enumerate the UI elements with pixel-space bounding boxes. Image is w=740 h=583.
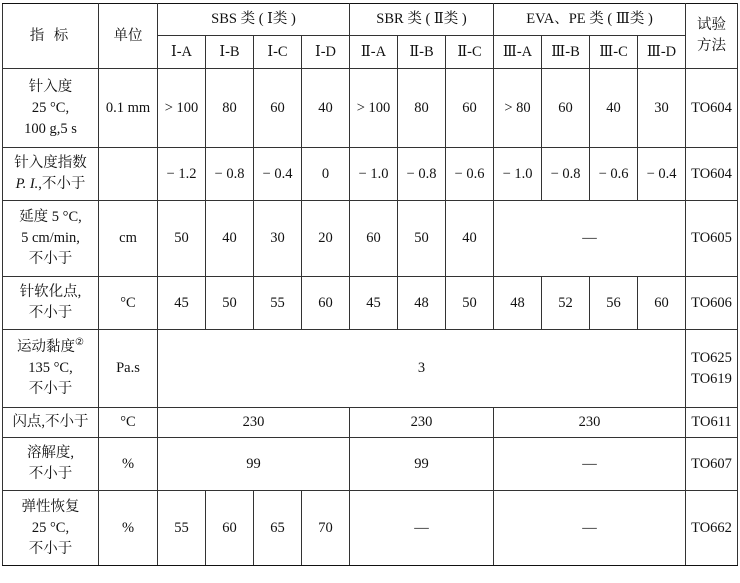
value-cell: 80 (206, 69, 254, 148)
value-cell: 60 (446, 69, 494, 148)
value-cell: 50 (158, 201, 206, 277)
value-cell: > 100 (350, 69, 398, 148)
row-label-rest: 135 °C, 不小于 (28, 360, 73, 397)
value-cell: 55 (158, 491, 206, 566)
value-cell: 52 (542, 277, 590, 330)
value-cell: 60 (206, 491, 254, 566)
value-cell: 60 (350, 201, 398, 277)
value-cell: − 0.4 (254, 148, 302, 201)
row-label: 溶解度, 不小于 (3, 438, 99, 491)
value-cell: 30 (254, 201, 302, 277)
value-cell: − 0.8 (398, 148, 446, 201)
value-cell: 50 (398, 201, 446, 277)
grade-header: Ⅲ-D (638, 36, 686, 69)
grade-header: Ⅰ-D (302, 36, 350, 69)
value-cell: 60 (638, 277, 686, 330)
row-unit: °C (99, 408, 158, 438)
row-solubility (3, 438, 738, 491)
method-header: 试验 方法 (686, 4, 738, 69)
value-cell: − 1.0 (494, 148, 542, 201)
row-unit: Pa.s (99, 330, 158, 408)
value-cell: 60 (542, 69, 590, 148)
pi-abbrev: P. I. (15, 176, 39, 192)
row-elastic-recovery (3, 491, 738, 566)
value-cell: 48 (494, 277, 542, 330)
value-cell: − 1.0 (350, 148, 398, 201)
value-cell: 30 (638, 69, 686, 148)
value-cell: 40 (446, 201, 494, 277)
value-cell: 65 (254, 491, 302, 566)
value-cell: − 0.4 (638, 148, 686, 201)
value-cell: − 0.6 (590, 148, 638, 201)
row-unit (99, 148, 158, 201)
row-method: TO604 (686, 148, 738, 201)
row-unit: % (99, 491, 158, 566)
row-label-text: 针入度指数 (14, 155, 87, 171)
grade-header: Ⅲ-B (542, 36, 590, 69)
row-unit: °C (99, 277, 158, 330)
row-unit: cm (99, 201, 158, 277)
value-cell: > 80 (494, 69, 542, 148)
value-cell: 80 (398, 69, 446, 148)
grade-header: Ⅱ-A (350, 36, 398, 69)
value-cell: 60 (302, 277, 350, 330)
value-cell: 40 (302, 69, 350, 148)
row-label: 闪点,不小于 (3, 408, 99, 438)
header-row-1 (3, 4, 738, 36)
value-cell: 45 (158, 277, 206, 330)
value-cell: 70 (302, 491, 350, 566)
row-softening-point (3, 277, 738, 330)
indicator-header: 指 标 (3, 4, 99, 69)
value-cell-eva-merged: — (494, 438, 686, 491)
value-cell-merged: 3 (158, 330, 686, 408)
grade-header: Ⅰ-A (158, 36, 206, 69)
value-cell: 50 (446, 277, 494, 330)
row-viscosity (3, 330, 738, 408)
value-cell: > 100 (158, 69, 206, 148)
asphalt-spec-table (2, 3, 738, 566)
value-cell: 55 (254, 277, 302, 330)
value-cell: − 1.2 (158, 148, 206, 201)
group-header-sbr: SBR 类 ( Ⅱ类 ) (350, 4, 494, 36)
row-label (3, 148, 99, 201)
value-cell-eva-merged: — (494, 201, 686, 277)
row-ductility (3, 201, 738, 277)
row-label (3, 330, 99, 408)
row-method: TO606 (686, 277, 738, 330)
grade-header: Ⅰ-C (254, 36, 302, 69)
row-unit: % (99, 438, 158, 491)
value-cell-sbr-merged: 99 (350, 438, 494, 491)
row-method: TO625 TO619 (686, 330, 738, 408)
value-cell: 0 (302, 148, 350, 201)
value-cell: 45 (350, 277, 398, 330)
grade-header: Ⅱ-B (398, 36, 446, 69)
row-method: TO605 (686, 201, 738, 277)
unit-header: 单位 (99, 4, 158, 69)
value-cell-sbr-merged: 230 (350, 408, 494, 438)
row-unit: 0.1 mm (99, 69, 158, 148)
value-cell: 40 (206, 201, 254, 277)
value-cell: − 0.8 (206, 148, 254, 201)
value-cell-sbs-merged: 230 (158, 408, 350, 438)
value-cell-sbr-merged: — (350, 491, 494, 566)
value-cell: − 0.6 (446, 148, 494, 201)
row-method: TO607 (686, 438, 738, 491)
value-cell-sbs-merged: 99 (158, 438, 350, 491)
row-label: 弹性恢复 25 °C, 不小于 (3, 491, 99, 566)
grade-header: Ⅰ-B (206, 36, 254, 69)
value-cell-eva-merged: — (494, 491, 686, 566)
value-cell: 20 (302, 201, 350, 277)
group-header-sbs: SBS 类 ( Ⅰ类 ) (158, 4, 350, 36)
value-cell: 50 (206, 277, 254, 330)
row-label: 针软化点, 不小于 (3, 277, 99, 330)
row-label-suffix: ,不小于 (38, 176, 86, 192)
group-header-eva: EVA、PE 类 ( Ⅲ类 ) (494, 4, 686, 36)
row-flash-point (3, 408, 738, 438)
row-label: 延度 5 °C, 5 cm/min, 不小于 (3, 201, 99, 277)
value-cell: 48 (398, 277, 446, 330)
grade-header: Ⅲ-A (494, 36, 542, 69)
row-method: TO611 (686, 408, 738, 438)
row-method: TO604 (686, 69, 738, 148)
value-cell-eva-merged: 230 (494, 408, 686, 438)
row-penetration (3, 69, 738, 148)
value-cell: − 0.8 (542, 148, 590, 201)
value-cell: 60 (254, 69, 302, 148)
value-cell: 56 (590, 277, 638, 330)
row-penetration-index (3, 148, 738, 201)
row-method: TO662 (686, 491, 738, 566)
grade-header: Ⅲ-C (590, 36, 638, 69)
row-label: 针入度 25 °C, 100 g,5 s (3, 69, 99, 148)
row-label-text: 运动黏度 (17, 339, 76, 355)
value-cell: 40 (590, 69, 638, 148)
grade-header: Ⅱ-C (446, 36, 494, 69)
footnote-mark: ② (75, 337, 84, 349)
